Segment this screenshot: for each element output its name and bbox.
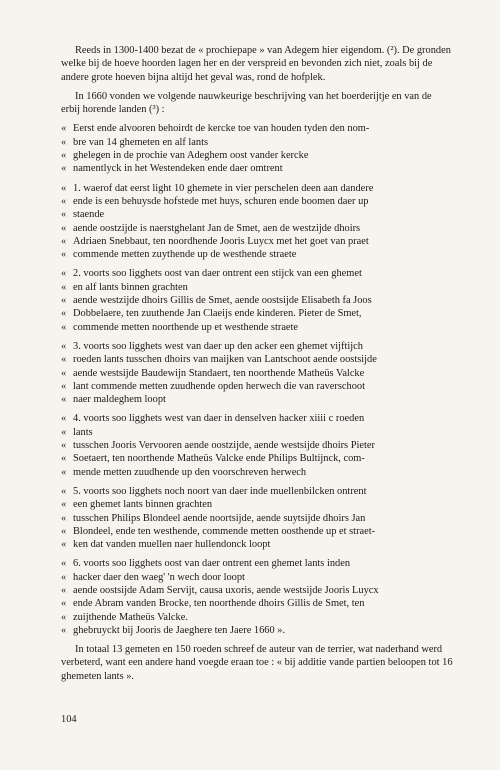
quote-line (61, 267, 453, 280)
quote-mark: « (61, 222, 67, 234)
quote-line (61, 367, 453, 380)
quote-line-text: ende is een behuysde hofstede met huys, schuren ende boomen daer up (73, 195, 369, 207)
quote-mark: « (61, 525, 67, 537)
quote-block (61, 557, 453, 637)
quote-line-text: een ghemet lants binnen grachten (73, 499, 213, 511)
quote-mark: « (61, 123, 67, 135)
quote-mark: « (61, 209, 67, 221)
quote-mark: « (61, 281, 67, 293)
quote-line-text: naer maldeghem loopt (73, 394, 166, 406)
quote-mark: « (61, 182, 67, 194)
quote-mark: « (61, 624, 67, 636)
quote-line-text: zuijthende Matheüs Valcke. (73, 611, 188, 623)
paragraph-intro: Reeds in 1300-1400 bezat de « prochiepape » van Adegem hier eigendom. (²). De gronden welke bij de hoeve hoorden lagen her en der verspreid en bevonden zich niet, zoals bij de andere grote hoeven bijna altijd het geval was, rond de hofplek. (61, 45, 451, 83)
quote-line (61, 571, 453, 584)
quote-line (61, 380, 453, 393)
paragraph-conclusion: In totaal 13 gemeten en 150 roeden schreef de auteur van de terrier, wat naderhand werd verbeterd, want een andere hand voegde eraan toe : « bij additie vande partien beloopen tot 16 ghemeten lants ». (61, 644, 453, 682)
quote-mark: « (61, 485, 67, 497)
quote-mark: « (61, 340, 67, 352)
quote-mark: « (61, 195, 67, 207)
quote-line (61, 611, 453, 624)
quote-line (61, 393, 453, 406)
quote-line-text: tusschen Philips Blondeel aende noortsijde, aende suytsijde dhoirs Jan (73, 512, 366, 524)
quote-mark: « (61, 308, 67, 320)
quote-line-text: lants (73, 426, 93, 438)
quote-mark: « (61, 321, 67, 333)
quote-mark: « (61, 235, 67, 247)
quote-line (61, 136, 453, 149)
paragraph-description: In 1660 vonden we volgende nauwkeurige beschrijving van het boerderijtje en van de erbij horende landen (³) : (61, 90, 432, 116)
quote-mark: « (61, 367, 67, 379)
quote-line-text: Eerst ende alvooren behoirdt de kercke toe van houden tyden den nom- (73, 123, 370, 135)
quote-line-text: Soetaert, ten noorthende Matheüs Valcke ende Philips Bultijnck, com- (73, 453, 365, 465)
quote-line (61, 281, 453, 294)
quote-line-text: commende metten zuythende up de westhende straete (73, 249, 297, 261)
quote-line (61, 412, 453, 425)
quote-line (61, 538, 453, 551)
quote-line (61, 353, 453, 366)
page-number: 104 (61, 714, 77, 725)
quote-line-text: tusschen Jooris Vervooren aende oostzijde, aende westsijde dhoirs Pieter (73, 440, 375, 452)
quote-mark: « (61, 499, 67, 511)
quote-line (61, 485, 453, 498)
quote-line (61, 340, 453, 353)
quote-mark: « (61, 136, 67, 148)
quote-line-text: 1. waerof dat eerst light 10 ghemete in vier perschelen deen aan dandere (73, 182, 374, 194)
quote-mark: « (61, 453, 67, 465)
quote-line-text: lant commende metten zuudhende opden herwech die van raverschoot (73, 380, 365, 392)
quote-line (61, 426, 453, 439)
quote-line (61, 162, 453, 175)
quote-line-text: aende oostzijde is naerstghelant Jan de Smet, aen de westzijde dhoirs (73, 222, 361, 234)
quote-line (61, 122, 453, 135)
quote-line (61, 321, 453, 334)
quote-line-text: aende westzijde dhoirs Gillis de Smet, aende oostsijde Elisabeth fa Joos (73, 295, 372, 307)
quote-line (61, 498, 453, 511)
quote-line-text: 3. voorts soo ligghets west van daer up den acker een ghemet vijftijch (73, 340, 363, 352)
quote-block (61, 340, 453, 406)
quote-mark: « (61, 611, 67, 623)
quote-line (61, 307, 453, 320)
quote-line (61, 248, 453, 261)
quote-line-text: Blondeel, ende ten westhende, commende metten oosthende up et straet- (73, 525, 376, 537)
quote-mark: « (61, 150, 67, 162)
quote-line (61, 182, 453, 195)
page-body (61, 44, 453, 689)
quote-line (61, 466, 453, 479)
quote-line (61, 597, 453, 610)
quote-line-text: 4. voorts soo ligghets west van daer in denselven hacker xiiii c roeden (73, 413, 365, 425)
quote-line-text: mende metten zuudhende up den voorschreven herwech (73, 466, 307, 478)
quote-line (61, 512, 453, 525)
quote-mark: « (61, 268, 67, 280)
quote-line-text: hacker daer den waeg' 'n wech door loopt (73, 571, 245, 583)
quote-line-text: 6. voorts soo ligghets oost van daer ontrent een ghemet lants inden (73, 558, 351, 570)
quote-mark: « (61, 426, 67, 438)
quote-line (61, 222, 453, 235)
quote-line (61, 149, 453, 162)
quote-line (61, 439, 453, 452)
quote-mark: « (61, 512, 67, 524)
quote-line (61, 557, 453, 570)
quote-line-text: aende oostsijde Adam Servijt, causa uxoris, aende westsijde Jooris Luycx (73, 584, 379, 596)
quote-line-text: ende Abram vanden Brocke, ten noorthende dhoirs Gillis de Smet, ten (73, 598, 365, 610)
quote-line-text: namentlyck in het Westendeken ende daer omtrent (73, 163, 283, 175)
quoted-terrier-text (61, 122, 453, 637)
quote-line-text: roeden lants tusschen dhoirs van maijken van Lantschoot aende oostsijde (73, 354, 377, 366)
quote-line (61, 235, 453, 248)
quote-mark: « (61, 584, 67, 596)
quote-mark: « (61, 249, 67, 261)
quote-line (61, 525, 453, 538)
quote-mark: « (61, 163, 67, 175)
quote-line-text: ken dat vanden muellen naer hullendonck loopt (73, 539, 271, 551)
quote-mark: « (61, 598, 67, 610)
quote-mark: « (61, 571, 67, 583)
quote-block (61, 267, 453, 333)
quote-mark: « (61, 466, 67, 478)
quote-mark: « (61, 394, 67, 406)
quote-line-text: aende westsijde Baudewijn Standaert, ten noorthende Matheüs Valcke (73, 367, 365, 379)
quote-block (61, 122, 453, 175)
quote-mark: « (61, 413, 67, 425)
quote-block (61, 412, 453, 478)
quote-line (61, 294, 453, 307)
quote-mark: « (61, 354, 67, 366)
quote-line-text: Dobbelaere, ten zuuthende Jan Claeijs ende kinderen. Pieter de Smet, (73, 308, 362, 320)
quote-line-text: staende (73, 209, 105, 221)
quote-line (61, 584, 453, 597)
quote-mark: « (61, 539, 67, 551)
quote-line-text: ghelegen in de prochie van Adeghem oost vander kercke (73, 150, 309, 162)
quote-line (61, 452, 453, 465)
quote-line-text: ghebruyckt bij Jooris de Jaeghere ten Jaere 1660 ». (73, 624, 286, 636)
quote-mark: « (61, 558, 67, 570)
quote-line (61, 195, 453, 208)
quote-line-text: commende metten noorthende up et westhende straete (73, 321, 299, 333)
quote-line (61, 208, 453, 221)
quote-line-text: Adriaen Snebbaut, ten noordhende Jooris Luycx met het goet van praet (73, 235, 369, 247)
quote-mark: « (61, 295, 67, 307)
quote-block (61, 485, 453, 551)
quote-line-text: en alf lants binnen grachten (73, 281, 188, 293)
quote-line-text: 2. voorts soo ligghets oost van daer ontrent een stijck van een ghemet (73, 268, 362, 280)
quote-block (61, 182, 453, 262)
quote-line-text: bre van 14 ghemeten en alf lants (73, 136, 209, 148)
quote-mark: « (61, 380, 67, 392)
quote-line (61, 624, 453, 637)
quote-mark: « (61, 440, 67, 452)
quote-line-text: 5. voorts soo ligghets noch noort van daer inde muellenbilcken ontrent (73, 485, 367, 497)
